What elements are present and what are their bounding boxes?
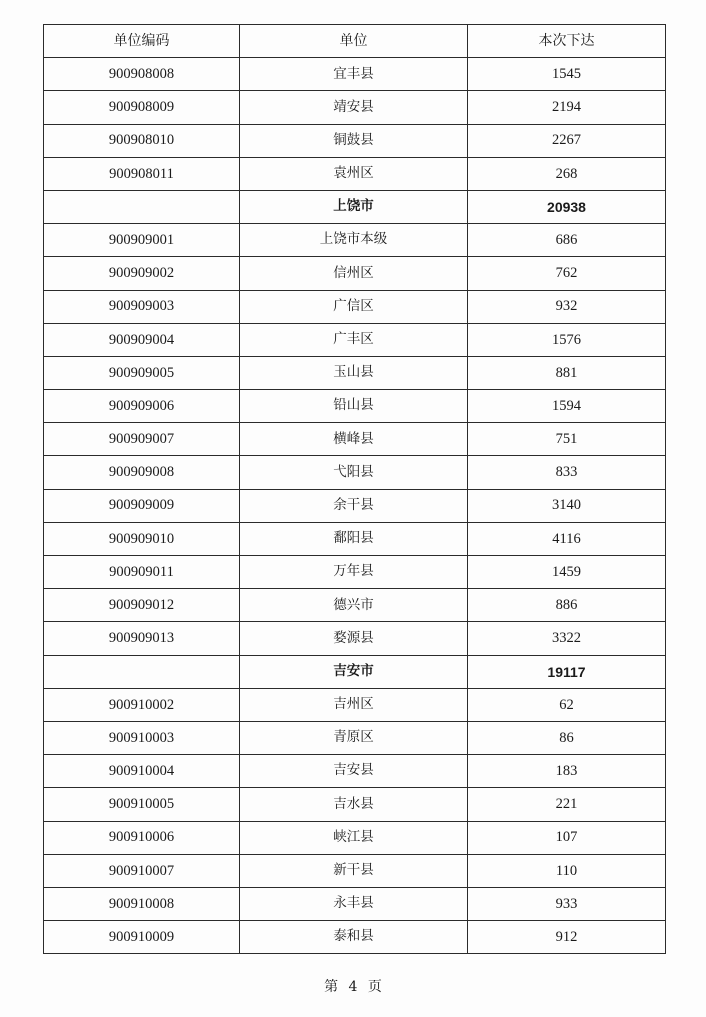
unit-name-cell: 德兴市 (240, 589, 468, 622)
unit-code-cell: 900909012 (44, 589, 240, 622)
subtotal-row (44, 655, 666, 688)
unit-name-cell: 横峰县 (240, 423, 468, 456)
amount-cell: 912 (468, 921, 666, 954)
table-row (44, 323, 666, 356)
unit-code-cell: 900908009 (44, 91, 240, 124)
unit-code-cell: 900910004 (44, 755, 240, 788)
table-row (44, 556, 666, 589)
amount-cell: 107 (468, 821, 666, 854)
unit-code-cell: 900909004 (44, 323, 240, 356)
unit-code-cell: 900910006 (44, 821, 240, 854)
amount-cell: 20938 (468, 190, 666, 223)
table-row (44, 921, 666, 954)
unit-name-cell: 袁州区 (240, 157, 468, 190)
unit-code-cell: 900909010 (44, 522, 240, 555)
table-row (44, 390, 666, 423)
amount-cell: 933 (468, 887, 666, 920)
table-row (44, 688, 666, 721)
unit-code-cell: 900909002 (44, 257, 240, 290)
table-row (44, 755, 666, 788)
amount-cell: 932 (468, 290, 666, 323)
unit-name-cell: 广丰区 (240, 323, 468, 356)
unit-name-cell: 信州区 (240, 257, 468, 290)
unit-code-cell: 900909007 (44, 423, 240, 456)
unit-code-cell: 900910008 (44, 887, 240, 920)
amount-cell: 751 (468, 423, 666, 456)
amount-cell: 686 (468, 224, 666, 257)
amount-cell: 221 (468, 788, 666, 821)
unit-code-cell: 900909001 (44, 224, 240, 257)
unit-code-cell: 900910003 (44, 721, 240, 754)
table-row (44, 157, 666, 190)
amount-cell: 19117 (468, 655, 666, 688)
amount-cell: 886 (468, 589, 666, 622)
table-row (44, 721, 666, 754)
footer-prefix: 第 (324, 979, 339, 995)
unit-name-cell: 青原区 (240, 721, 468, 754)
table-row (44, 224, 666, 257)
amount-cell: 3322 (468, 622, 666, 655)
unit-code-cell: 900910009 (44, 921, 240, 954)
amount-cell: 1545 (468, 58, 666, 91)
unit-code-cell: 900909008 (44, 456, 240, 489)
amount-cell: 2267 (468, 124, 666, 157)
amount-cell: 62 (468, 688, 666, 721)
table-header-row (44, 25, 666, 58)
allocation-table (43, 24, 666, 954)
unit-code-cell: 900908010 (44, 124, 240, 157)
amount-cell: 833 (468, 456, 666, 489)
header-unit-code: 单位编码 (44, 25, 240, 58)
table-row (44, 622, 666, 655)
unit-code-cell (44, 655, 240, 688)
table-row (44, 522, 666, 555)
page-number: 4 (348, 979, 358, 995)
table-row (44, 456, 666, 489)
amount-cell: 4116 (468, 522, 666, 555)
unit-name-cell: 宜丰县 (240, 58, 468, 91)
table-row (44, 788, 666, 821)
unit-name-cell: 吉安县 (240, 755, 468, 788)
unit-code-cell: 900910007 (44, 854, 240, 887)
table-row (44, 290, 666, 323)
table-row (44, 91, 666, 124)
table-row (44, 589, 666, 622)
table-row (44, 854, 666, 887)
table-row (44, 489, 666, 522)
unit-code-cell (44, 190, 240, 223)
unit-code-cell: 900909013 (44, 622, 240, 655)
unit-name-cell: 铅山县 (240, 390, 468, 423)
unit-code-cell: 900909011 (44, 556, 240, 589)
table-row (44, 423, 666, 456)
unit-code-cell: 900910005 (44, 788, 240, 821)
table-row (44, 257, 666, 290)
header-amount: 本次下达 (468, 25, 666, 58)
unit-name-cell: 吉州区 (240, 688, 468, 721)
unit-code-cell: 900910002 (44, 688, 240, 721)
amount-cell: 1576 (468, 323, 666, 356)
unit-name-cell: 靖安县 (240, 91, 468, 124)
unit-code-cell: 900909009 (44, 489, 240, 522)
unit-name-cell: 峡江县 (240, 821, 468, 854)
unit-name-cell: 玉山县 (240, 356, 468, 389)
unit-name-cell: 婺源县 (240, 622, 468, 655)
amount-cell: 183 (468, 755, 666, 788)
table-row (44, 887, 666, 920)
unit-code-cell: 900908008 (44, 58, 240, 91)
unit-code-cell: 900908011 (44, 157, 240, 190)
page-footer (0, 976, 706, 996)
unit-name-cell: 新干县 (240, 854, 468, 887)
subtotal-row (44, 190, 666, 223)
amount-cell: 86 (468, 721, 666, 754)
unit-name-cell: 上饶市本级 (240, 224, 468, 257)
amount-cell: 1594 (468, 390, 666, 423)
unit-name-cell: 上饶市 (240, 190, 468, 223)
unit-name-cell: 吉水县 (240, 788, 468, 821)
unit-code-cell: 900909003 (44, 290, 240, 323)
unit-name-cell: 吉安市 (240, 655, 468, 688)
table-row (44, 356, 666, 389)
unit-code-cell: 900909006 (44, 390, 240, 423)
unit-name-cell: 广信区 (240, 290, 468, 323)
unit-name-cell: 泰和县 (240, 921, 468, 954)
unit-name-cell: 万年县 (240, 556, 468, 589)
unit-name-cell: 鄱阳县 (240, 522, 468, 555)
table-body (44, 58, 666, 954)
table-row (44, 124, 666, 157)
unit-name-cell: 永丰县 (240, 887, 468, 920)
footer-suffix: 页 (367, 979, 382, 995)
unit-code-cell: 900909005 (44, 356, 240, 389)
unit-name-cell: 余干县 (240, 489, 468, 522)
header-unit: 单位 (240, 25, 468, 58)
amount-cell: 3140 (468, 489, 666, 522)
amount-cell: 1459 (468, 556, 666, 589)
amount-cell: 110 (468, 854, 666, 887)
unit-name-cell: 弋阳县 (240, 456, 468, 489)
table-row (44, 58, 666, 91)
amount-cell: 268 (468, 157, 666, 190)
amount-cell: 762 (468, 257, 666, 290)
amount-cell: 2194 (468, 91, 666, 124)
amount-cell: 881 (468, 356, 666, 389)
unit-name-cell: 铜鼓县 (240, 124, 468, 157)
table-row (44, 821, 666, 854)
